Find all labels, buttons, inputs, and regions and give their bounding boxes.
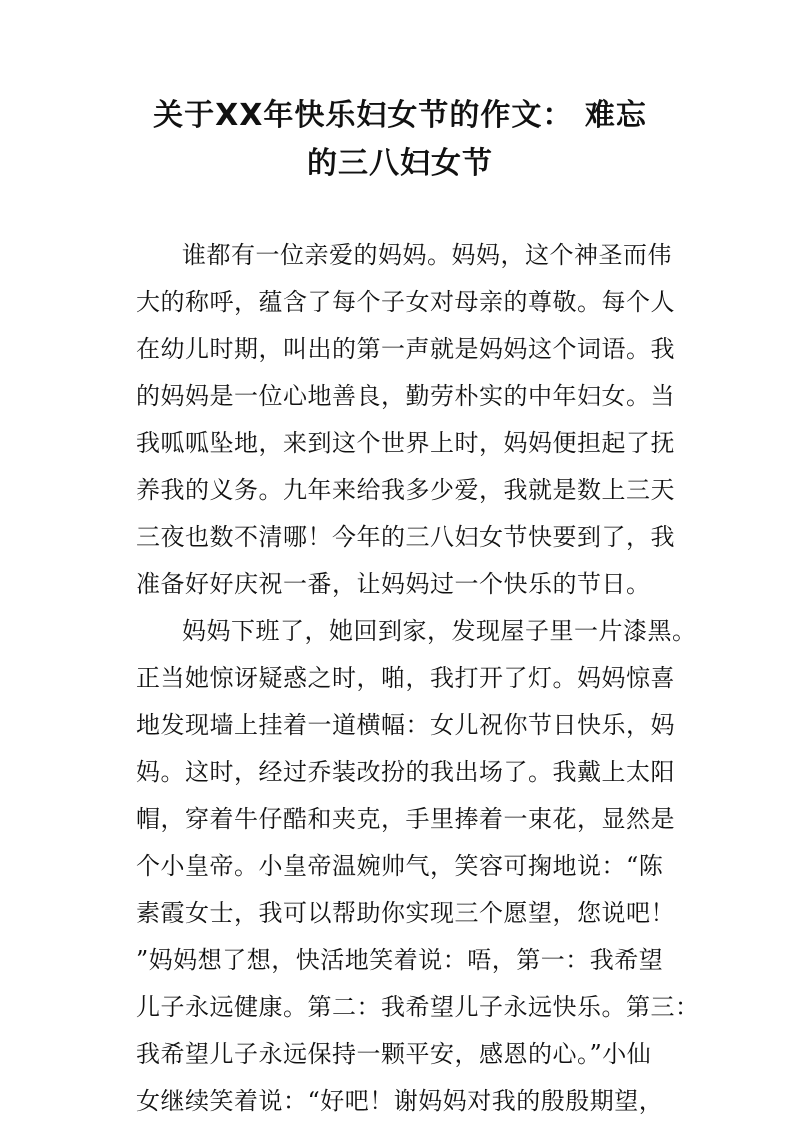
- paragraph-2: [136, 608, 700, 1125]
- paragraph-1: [136, 232, 681, 608]
- text-line: 养我的义务。九年来给我多少爱，我就是数上三天: [136, 476, 675, 504]
- text-line: 在幼儿时期，叫出的第一声就是妈妈这个词语。我: [136, 335, 675, 363]
- text-line: 个小皇帝。小皇帝温婉帅气，笑容可掬地说：“陈: [136, 852, 664, 880]
- text-line: 我希望儿子永远保持一颗平安，感恩的心。”小仙: [136, 1040, 652, 1068]
- text-line: 妈妈下班了，她回到家，发现屋子里一片漆黑。: [182, 617, 697, 645]
- text-line: 妈。这时，经过乔装改扮的我出场了。我戴上太阳: [136, 758, 675, 786]
- text-line: 正当她惊讶疑惑之时，啪，我打开了灯。妈妈惊喜: [136, 664, 675, 692]
- text-line: 三夜也数不清哪！今年的三八妇女节快要到了，我: [136, 523, 675, 551]
- text-line: 女继续笑着说：“好吧！谢妈妈对我的殷殷期望，: [136, 1087, 664, 1115]
- text-line: ”妈妈想了想，快活地笑着说：唔，第一：我希望: [136, 946, 664, 974]
- text-line: 帽，穿着牛仔酷和夹克，手里捧着一束花，显然是: [136, 805, 675, 833]
- document-title: [110, 92, 690, 188]
- text-line: 素霞女士，我可以帮助你实现三个愿望，您说吧！: [136, 899, 675, 927]
- text-line: 儿子永远健康。第二：我希望儿子永远快乐。第三：: [136, 993, 700, 1021]
- title-line-2: 的三八妇女节: [307, 146, 493, 181]
- text-line: 准备好好庆祝一番，让妈妈过一个快乐的节日。: [136, 570, 651, 598]
- text-line: 我呱呱坠地，来到这个世界上时，妈妈便担起了抚: [136, 429, 675, 457]
- text-line: 谁都有一位亲爱的妈妈。妈妈，这个神圣而伟: [182, 241, 672, 269]
- title-line-1: 关于XX年快乐妇女节的作文： 难忘: [153, 98, 647, 133]
- document-body: [136, 232, 700, 1125]
- text-line: 大的称呼，蕴含了每个子女对母亲的尊敬。每个人: [136, 288, 675, 316]
- text-line: 的妈妈是一位心地善良，勤劳朴实的中年妇女。当: [136, 382, 675, 410]
- text-line: 地发现墙上挂着一道横幅：女儿祝你节日快乐，妈: [136, 711, 675, 739]
